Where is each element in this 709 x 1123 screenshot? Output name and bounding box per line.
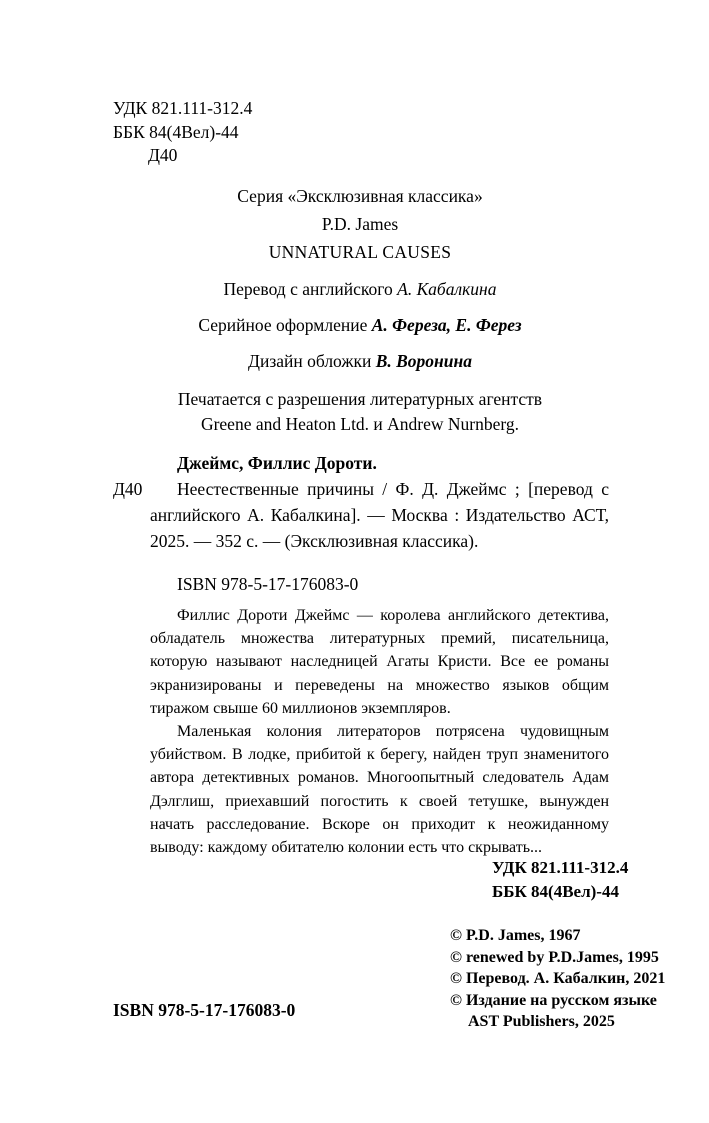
udk-code-bottom: УДК 821.111-312.4 [492, 858, 629, 877]
cip-bottom-block [492, 856, 628, 903]
author-name-original: P.D. James [321, 214, 399, 234]
title-credits-block [60, 182, 660, 437]
shelf-marker-record: Д40 [113, 479, 143, 499]
translation-credit-prefix: Перевод с английского [223, 279, 398, 299]
shelf-marker-top: Д40 [148, 145, 178, 165]
copyright-line-3: © Перевод. А. Кабалкин, 2021 [450, 970, 666, 987]
book-annotation [150, 604, 609, 859]
bibliographic-record [113, 450, 609, 597]
isbn-bottom: ISBN 978-5-17-176083-0 [113, 1000, 296, 1020]
copyright-line-2: © renewed by P.D.James, 1995 [450, 948, 659, 966]
agents-line-1: Печатается с разрешения литературных агентств [177, 389, 543, 409]
record-body [113, 476, 609, 554]
translation-credit [60, 275, 660, 303]
series-design-credit [60, 311, 660, 339]
record-author-heading: Джеймс, Филлис Дороти. [177, 453, 377, 473]
copyright-line-4: © Издание на русском языке [450, 991, 657, 1009]
annotation-paragraph-1: Филлис Дороти Джеймс — королева английского детектива, обладатель множества литературных премий, писательница, которую называют наследницей Агаты Кристи. Все ее романы экранизированы и переведены на множество языков общим тиражом свыше 60 миллионов экземпляров. [150, 607, 609, 717]
cover-designer-name: В. Воронина [375, 351, 472, 371]
copyright-line-5: AST Publishers, 2025 [468, 1013, 615, 1030]
cover-design-prefix: Дизайн обложки [248, 351, 376, 371]
copyright-line-1: © P.D. James, 1967 [450, 927, 581, 944]
cip-top-block [113, 97, 252, 168]
title-original: UNNATURAL CAUSES [268, 242, 452, 262]
record-description: Неестественные причины / Ф. Д. Джеймс ; [перевод с английского А. Кабалкина]. — Москва : Издательство АСТ, 2025. — 352 с. — (Эксклюзивная классика). [150, 479, 609, 551]
translator-name: А. Кабалкина [397, 279, 497, 299]
annotation-paragraph-2: Маленькая колония литераторов потрясена чудовищным убийством. В лодке, прибитой к берегу, найден труп знаменитого автора детективных романов. Многоопытный следователь Адам Дэлглиш, приехавший погостить к своей тетушке, вынужден начать расследование. Вскоре он приходит к неожиданному выводу: каждому обитателю колонии есть что скрывать... [150, 723, 609, 857]
agents-line-2: Greene and Heaton Ltd. и Andrew Nurnberg. [200, 414, 520, 434]
isbn-record: ISBN 978-5-17-176083-0 [177, 574, 359, 594]
series-designer-name: А. Фереза, Е. Ферез [371, 315, 522, 335]
literary-agents-notice [60, 387, 660, 437]
cover-design-credit [60, 347, 660, 375]
bbk-code-top: ББК 84(4Вел)-44 [113, 121, 239, 142]
bbk-code-bottom: ББК 84(4Вел)-44 [492, 881, 619, 901]
copyright-block [450, 925, 665, 1033]
udk-code-top: УДК 821.111-312.4 [113, 98, 253, 118]
series-design-prefix: Серийное оформление [198, 315, 372, 335]
series-name: Серия «Эксклюзивная классика» [237, 186, 483, 206]
